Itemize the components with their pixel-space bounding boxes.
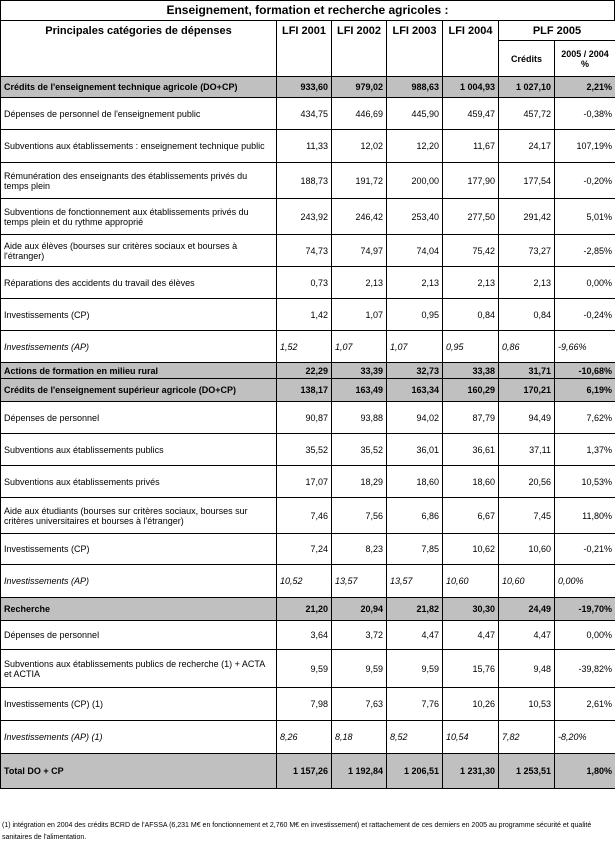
row-label: Investissements (CP) (1) bbox=[1, 688, 277, 721]
value-cell: 13,57 bbox=[332, 565, 387, 598]
change-cell: -0,38% bbox=[555, 98, 615, 130]
value-cell: 0,84 bbox=[499, 299, 555, 331]
value-cell: 18,29 bbox=[332, 466, 387, 498]
table-title: Enseignement, formation et recherche agricoles : bbox=[0, 0, 615, 20]
value-cell: 9,59 bbox=[387, 650, 443, 688]
value-cell: 979,02 bbox=[332, 77, 387, 98]
change-cell: -19,70% bbox=[555, 598, 615, 621]
value-cell: 445,90 bbox=[387, 98, 443, 130]
table-row bbox=[1, 466, 615, 498]
value-cell: 30,30 bbox=[443, 598, 499, 621]
value-cell: 1 027,10 bbox=[499, 77, 555, 98]
value-cell: 177,54 bbox=[499, 163, 555, 199]
value-cell: 0,73 bbox=[277, 267, 332, 299]
value-cell: 94,49 bbox=[499, 402, 555, 434]
change-cell: 7,62% bbox=[555, 402, 615, 434]
value-cell: 36,01 bbox=[387, 434, 443, 466]
table-row bbox=[1, 498, 615, 534]
change-cell: 0,00% bbox=[555, 565, 615, 598]
value-cell: 35,52 bbox=[277, 434, 332, 466]
value-cell: 10,53 bbox=[499, 688, 555, 721]
budget-table bbox=[0, 20, 615, 789]
value-cell: 2,13 bbox=[443, 267, 499, 299]
value-cell: 2,13 bbox=[332, 267, 387, 299]
change-cell: 0,00% bbox=[555, 621, 615, 650]
header-change: 2005 / 2004 % bbox=[555, 41, 615, 77]
value-cell: 18,60 bbox=[387, 466, 443, 498]
value-cell: 10,60 bbox=[499, 534, 555, 565]
value-cell: 90,87 bbox=[277, 402, 332, 434]
row-label: Crédits de l'enseignement supérieur agricole (DO+CP) bbox=[1, 379, 277, 402]
value-cell: 1,52 bbox=[277, 331, 332, 363]
value-cell: 1 231,30 bbox=[443, 754, 499, 789]
value-cell: 11,33 bbox=[277, 130, 332, 163]
value-cell: 21,20 bbox=[277, 598, 332, 621]
value-cell: 10,26 bbox=[443, 688, 499, 721]
value-cell: 1 192,84 bbox=[332, 754, 387, 789]
value-cell: 33,39 bbox=[332, 363, 387, 379]
value-cell: 8,23 bbox=[332, 534, 387, 565]
table-row bbox=[1, 98, 615, 130]
value-cell: 7,85 bbox=[387, 534, 443, 565]
value-cell: 0,86 bbox=[499, 331, 555, 363]
change-cell: -8,20% bbox=[555, 721, 615, 754]
row-label: Rémunération des enseignants des établissements privés du temps plein bbox=[1, 163, 277, 199]
row-label: Réparations des accidents du travail des élèves bbox=[1, 267, 277, 299]
row-label: Aide aux étudiants (bourses sur critères sociaux, bourses sur critères universitaires et bourses à l'étranger) bbox=[1, 498, 277, 534]
value-cell: 2,13 bbox=[499, 267, 555, 299]
table-row bbox=[1, 331, 615, 363]
value-cell: 246,42 bbox=[332, 199, 387, 235]
value-cell: 36,61 bbox=[443, 434, 499, 466]
change-cell: -0,24% bbox=[555, 299, 615, 331]
value-cell: 74,04 bbox=[387, 235, 443, 267]
value-cell: 7,46 bbox=[277, 498, 332, 534]
value-cell: 10,60 bbox=[443, 565, 499, 598]
value-cell: 11,67 bbox=[443, 130, 499, 163]
value-cell: 94,02 bbox=[387, 402, 443, 434]
value-cell: 200,00 bbox=[387, 163, 443, 199]
row-label: Investissements (AP) bbox=[1, 331, 277, 363]
table-row bbox=[1, 621, 615, 650]
row-label: Actions de formation en milieu rural bbox=[1, 363, 277, 379]
value-cell: 7,98 bbox=[277, 688, 332, 721]
table-body bbox=[1, 77, 615, 789]
value-cell: 74,73 bbox=[277, 235, 332, 267]
value-cell: 243,92 bbox=[277, 199, 332, 235]
value-cell: 74,97 bbox=[332, 235, 387, 267]
value-cell: 253,40 bbox=[387, 199, 443, 235]
value-cell: 1 253,51 bbox=[499, 754, 555, 789]
value-cell: 163,34 bbox=[387, 379, 443, 402]
value-cell: 1,07 bbox=[332, 331, 387, 363]
table-row bbox=[1, 721, 615, 754]
row-label: Subventions de fonctionnement aux établissements privés du temps plein et du rythme approprié bbox=[1, 199, 277, 235]
value-cell: 446,69 bbox=[332, 98, 387, 130]
header-credits: Crédits bbox=[499, 41, 555, 77]
value-cell: 3,64 bbox=[277, 621, 332, 650]
change-cell: -0,21% bbox=[555, 534, 615, 565]
value-cell: 277,50 bbox=[443, 199, 499, 235]
value-cell: 7,24 bbox=[277, 534, 332, 565]
value-cell: 20,56 bbox=[499, 466, 555, 498]
category-row bbox=[1, 363, 615, 379]
change-cell: 1,37% bbox=[555, 434, 615, 466]
table-row bbox=[1, 199, 615, 235]
table-row bbox=[1, 267, 615, 299]
value-cell: 7,76 bbox=[387, 688, 443, 721]
value-cell: 291,42 bbox=[499, 199, 555, 235]
change-cell: 107,19% bbox=[555, 130, 615, 163]
value-cell: 37,11 bbox=[499, 434, 555, 466]
value-cell: 13,57 bbox=[387, 565, 443, 598]
value-cell: 17,07 bbox=[277, 466, 332, 498]
change-cell: 2,21% bbox=[555, 77, 615, 98]
row-label: Dépenses de personnel de l'enseignement public bbox=[1, 98, 277, 130]
value-cell: 33,38 bbox=[443, 363, 499, 379]
value-cell: 0,95 bbox=[443, 331, 499, 363]
table-row bbox=[1, 235, 615, 267]
value-cell: 73,27 bbox=[499, 235, 555, 267]
change-cell: 10,53% bbox=[555, 466, 615, 498]
header-year-2002: LFI 2002 bbox=[332, 21, 387, 77]
row-label: Recherche bbox=[1, 598, 277, 621]
value-cell: 1,07 bbox=[332, 299, 387, 331]
value-cell: 7,45 bbox=[499, 498, 555, 534]
value-cell: 31,71 bbox=[499, 363, 555, 379]
table-row bbox=[1, 434, 615, 466]
value-cell: 9,59 bbox=[277, 650, 332, 688]
row-label: Investissements (AP) bbox=[1, 565, 277, 598]
value-cell: 10,60 bbox=[499, 565, 555, 598]
value-cell: 4,47 bbox=[387, 621, 443, 650]
value-cell: 160,29 bbox=[443, 379, 499, 402]
change-cell: 2,61% bbox=[555, 688, 615, 721]
table-row bbox=[1, 688, 615, 721]
row-label: Subventions aux établissements privés bbox=[1, 466, 277, 498]
change-cell: 1,80% bbox=[555, 754, 615, 789]
row-label: Total DO + CP bbox=[1, 754, 277, 789]
value-cell: 988,63 bbox=[387, 77, 443, 98]
category-row bbox=[1, 598, 615, 621]
change-cell: -10,68% bbox=[555, 363, 615, 379]
table-row bbox=[1, 130, 615, 163]
row-label: Subventions aux établissements publics bbox=[1, 434, 277, 466]
value-cell: 7,82 bbox=[499, 721, 555, 754]
value-cell: 8,26 bbox=[277, 721, 332, 754]
change-cell: -2,85% bbox=[555, 235, 615, 267]
row-label: Crédits de l'enseignement technique agricole (DO+CP) bbox=[1, 77, 277, 98]
value-cell: 6,86 bbox=[387, 498, 443, 534]
header-category: Principales catégories de dépenses bbox=[1, 21, 277, 77]
value-cell: 3,72 bbox=[332, 621, 387, 650]
value-cell: 170,21 bbox=[499, 379, 555, 402]
table-row bbox=[1, 402, 615, 434]
value-cell: 12,02 bbox=[332, 130, 387, 163]
value-cell: 163,49 bbox=[332, 379, 387, 402]
value-cell: 6,67 bbox=[443, 498, 499, 534]
value-cell: 9,59 bbox=[332, 650, 387, 688]
value-cell: 75,42 bbox=[443, 235, 499, 267]
value-cell: 18,60 bbox=[443, 466, 499, 498]
value-cell: 9,48 bbox=[499, 650, 555, 688]
row-label: Dépenses de personnel bbox=[1, 402, 277, 434]
table-row bbox=[1, 565, 615, 598]
value-cell: 10,62 bbox=[443, 534, 499, 565]
footnote: (1) intégration en 2004 des crédits BCRD de l'AFSSA (6,231 M€ en fonctionnement et 2,760 M€ en investissement) et rattachement de ces derniers en 2005 au programme sécurité et qualité sanitaires de l'alimentation. bbox=[2, 822, 592, 841]
value-cell: 32,73 bbox=[387, 363, 443, 379]
value-cell: 1 004,93 bbox=[443, 77, 499, 98]
value-cell: 10,52 bbox=[277, 565, 332, 598]
change-cell: 11,80% bbox=[555, 498, 615, 534]
value-cell: 2,13 bbox=[387, 267, 443, 299]
value-cell: 87,79 bbox=[443, 402, 499, 434]
value-cell: 138,17 bbox=[277, 379, 332, 402]
value-cell: 1 206,51 bbox=[387, 754, 443, 789]
change-cell: -0,20% bbox=[555, 163, 615, 199]
value-cell: 459,47 bbox=[443, 98, 499, 130]
value-cell: 4,47 bbox=[499, 621, 555, 650]
change-cell: -39,82% bbox=[555, 650, 615, 688]
category-row bbox=[1, 379, 615, 402]
value-cell: 933,60 bbox=[277, 77, 332, 98]
row-label: Subventions aux établissements publics de recherche (1) + ACTA et ACTIA bbox=[1, 650, 277, 688]
row-label: Investissements (AP) (1) bbox=[1, 721, 277, 754]
header-year-2004: LFI 2004 bbox=[443, 21, 499, 77]
table-row bbox=[1, 299, 615, 331]
value-cell: 4,47 bbox=[443, 621, 499, 650]
value-cell: 1,07 bbox=[387, 331, 443, 363]
value-cell: 8,52 bbox=[387, 721, 443, 754]
change-cell: 5,01% bbox=[555, 199, 615, 235]
value-cell: 21,82 bbox=[387, 598, 443, 621]
value-cell: 10,54 bbox=[443, 721, 499, 754]
value-cell: 24,49 bbox=[499, 598, 555, 621]
value-cell: 93,88 bbox=[332, 402, 387, 434]
value-cell: 20,94 bbox=[332, 598, 387, 621]
value-cell: 12,20 bbox=[387, 130, 443, 163]
value-cell: 8,18 bbox=[332, 721, 387, 754]
row-label: Subventions aux établissements : enseignement technique public bbox=[1, 130, 277, 163]
row-label: Investissements (CP) bbox=[1, 299, 277, 331]
value-cell: 7,63 bbox=[332, 688, 387, 721]
value-cell: 188,73 bbox=[277, 163, 332, 199]
change-cell: -9,66% bbox=[555, 331, 615, 363]
table-row bbox=[1, 534, 615, 565]
row-label: Dépenses de personnel bbox=[1, 621, 277, 650]
value-cell: 7,56 bbox=[332, 498, 387, 534]
value-cell: 0,95 bbox=[387, 299, 443, 331]
value-cell: 1 157,26 bbox=[277, 754, 332, 789]
table-row bbox=[1, 650, 615, 688]
value-cell: 1,42 bbox=[277, 299, 332, 331]
change-cell: 6,19% bbox=[555, 379, 615, 402]
header-year-2003: LFI 2003 bbox=[387, 21, 443, 77]
value-cell: 24,17 bbox=[499, 130, 555, 163]
category-row bbox=[1, 754, 615, 789]
row-label: Aide aux élèves (bourses sur critères sociaux et bourses à l'étranger) bbox=[1, 235, 277, 267]
category-row bbox=[1, 77, 615, 98]
value-cell: 177,90 bbox=[443, 163, 499, 199]
value-cell: 22,29 bbox=[277, 363, 332, 379]
value-cell: 434,75 bbox=[277, 98, 332, 130]
row-label: Investissements (CP) bbox=[1, 534, 277, 565]
change-cell: 0,00% bbox=[555, 267, 615, 299]
value-cell: 191,72 bbox=[332, 163, 387, 199]
value-cell: 35,52 bbox=[332, 434, 387, 466]
value-cell: 457,72 bbox=[499, 98, 555, 130]
value-cell: 15,76 bbox=[443, 650, 499, 688]
header-plf-2005: PLF 2005 bbox=[499, 21, 615, 41]
value-cell: 0,84 bbox=[443, 299, 499, 331]
header-year-2001: LFI 2001 bbox=[277, 21, 332, 77]
table-row bbox=[1, 163, 615, 199]
